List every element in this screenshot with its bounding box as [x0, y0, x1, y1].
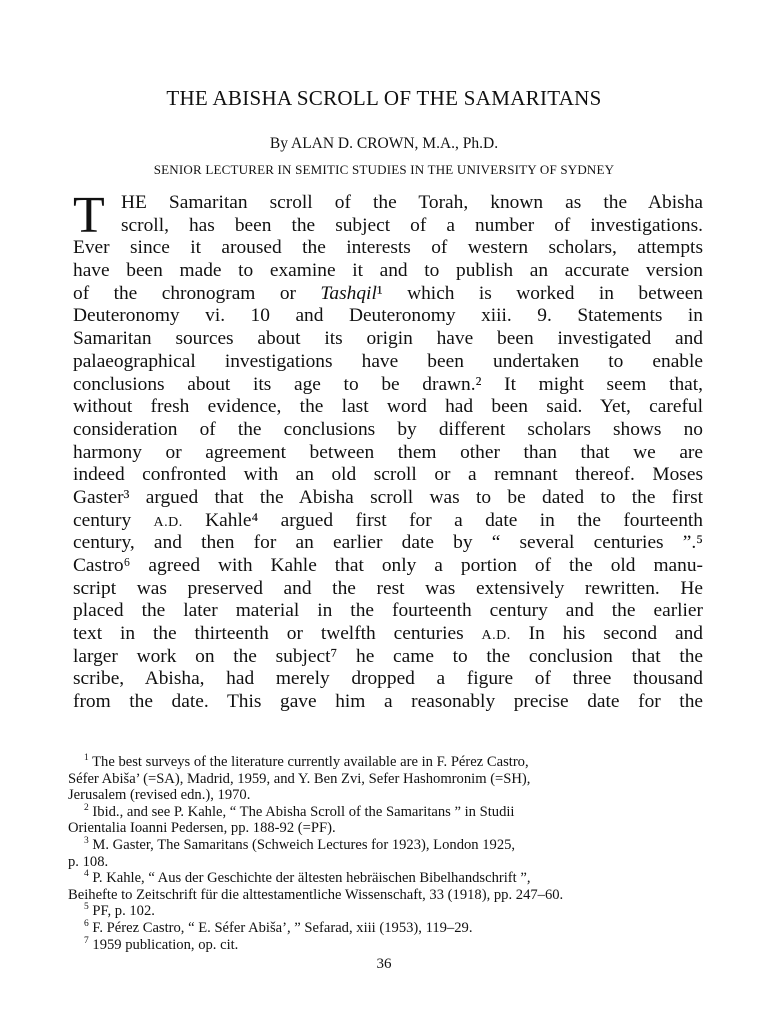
body-line: century, and then for an earlier date by “ several centuries ”.⁵ [73, 532, 703, 554]
footnote-text: Jerusalem (revised edn.), 1970. [68, 787, 251, 804]
footnote-line [68, 854, 704, 871]
footnote-line [68, 771, 704, 788]
body-line: text in the thirteenth or twelfth centuries A.D. In his second and [73, 623, 703, 645]
footnote-marker: 2 [84, 802, 89, 813]
footnote-text: M. Gaster, The Samaritans (Schweich Lectures for 1923), London 1925, [92, 836, 516, 853]
body-line: Ever since it aroused the interests of western scholars, attempts [73, 237, 703, 259]
body-line: placed the later material in the fourteenth century and the earlier [73, 600, 703, 622]
body-line: Samaritan sources about its origin have been investigated and [73, 328, 703, 350]
body-line: consideration of the conclusions by different scholars shows no [73, 418, 703, 440]
body-line: harmony or agreement between them other than that we are [73, 441, 703, 463]
footnote-text: F. Pérez Castro, “ E. Séfer Abiša’, ” Sefarad, xiii (1953), 119–29. [92, 919, 473, 936]
footnote-text: Beihefte to Zeitschrift für die alttestamentliche Wissenschaft, 33 (1918), pp. 247–60. [68, 886, 564, 903]
footnote-text: Orientalia Ioanni Pedersen, pp. 188-92 (=PF). [68, 820, 336, 837]
body-line: palaeographical investigations have been undertaken to enable [73, 350, 703, 372]
body-line: Castro⁶ agreed with Kahle that only a portion of the old manu- [73, 555, 703, 576]
author-byline: By ALAN D. CROWN, M.A., Ph.D. [269, 135, 499, 152]
footnote-marker: 1 [84, 753, 89, 764]
footnote-marker: 5 [84, 902, 89, 913]
body-line: without fresh evidence, the last word had been said. Yet, careful [73, 396, 703, 418]
footnote-line [68, 804, 704, 821]
footnote-marker: 4 [84, 869, 89, 880]
footnote-marker: 6 [84, 919, 89, 930]
body-line: century A.D. Kahle⁴ argued first for a date in the fourteenth [73, 509, 704, 531]
body-line: scribe, Abisha, had merely dropped a figure of three thousand [73, 668, 703, 690]
body-line: of the chronogram or Tashqil¹ which is worked in between [73, 282, 703, 304]
footnote-text: Séfer Abiša’ (=SA), Madrid, 1959, and Y. Ben Zvi, Sefer Hashomronim (=SH), [68, 770, 531, 787]
footnote-text: The best surveys of the literature currently available are in F. Pérez Castro, [92, 754, 529, 770]
footnote-text: PF, p. 102. [92, 903, 155, 920]
body-line: have been made to examine it and to publish an accurate version [73, 260, 703, 282]
body-line: Gaster³ argued that the Abisha scroll was to be dated to the first [73, 486, 703, 508]
footnote-marker: 7 [84, 935, 89, 946]
footnote-line [68, 787, 704, 804]
article-title: THE ABISHA SCROLL OF THE SAMARITANS [166, 86, 602, 110]
body-line: scroll, has been the subject of a number of investigations. [121, 214, 703, 236]
body-text [73, 187, 704, 714]
body-line: Deuteronomy vi. 10 and Deuteronomy xiii. 9. Statements in [73, 305, 703, 327]
author-affiliation: SENIOR LECTURER IN SEMITIC STUDIES IN THE UNIVERSITY OF SYDNEY [153, 162, 615, 177]
footnote-line [68, 887, 704, 904]
footnote-line [68, 837, 704, 854]
drop-cap: T [73, 187, 105, 244]
body-line: HE Samaritan scroll of the Torah, known as the Abisha [121, 192, 703, 213]
footnote-line [68, 937, 704, 954]
footnote-line [68, 820, 704, 837]
body-line: from the date. This gave him a reasonably precise date for the [73, 691, 703, 713]
body-line: larger work on the subject⁷ he came to the conclusion that the [73, 645, 704, 667]
footnote-line [68, 870, 704, 887]
page-number: 36 [376, 956, 392, 972]
footnote-line [68, 903, 704, 920]
footnote-text: 1959 publication, op. cit. [92, 936, 239, 953]
footnote-line [68, 920, 704, 937]
footnote-text: Ibid., and see P. Kahle, “ The Abisha Scroll of the Samaritans ” in Studii [92, 803, 515, 820]
body-lines [73, 187, 704, 714]
footnotes [68, 754, 704, 953]
footnote-line [68, 754, 704, 771]
footnote-text: P. Kahle, “ Aus der Geschichte der ältesten hebräischen Bibelhandschrift ”, [92, 870, 531, 887]
footnote-text: p. 108. [68, 853, 109, 870]
body-line: indeed confronted with an old scroll or a remnant thereof. Moses [73, 464, 703, 486]
body-line: conclusions about its age to be drawn.² It might seem that, [73, 373, 703, 395]
footnote-marker: 3 [84, 836, 89, 847]
body-line: script was preserved and the rest was extensively rewritten. He [73, 577, 703, 599]
